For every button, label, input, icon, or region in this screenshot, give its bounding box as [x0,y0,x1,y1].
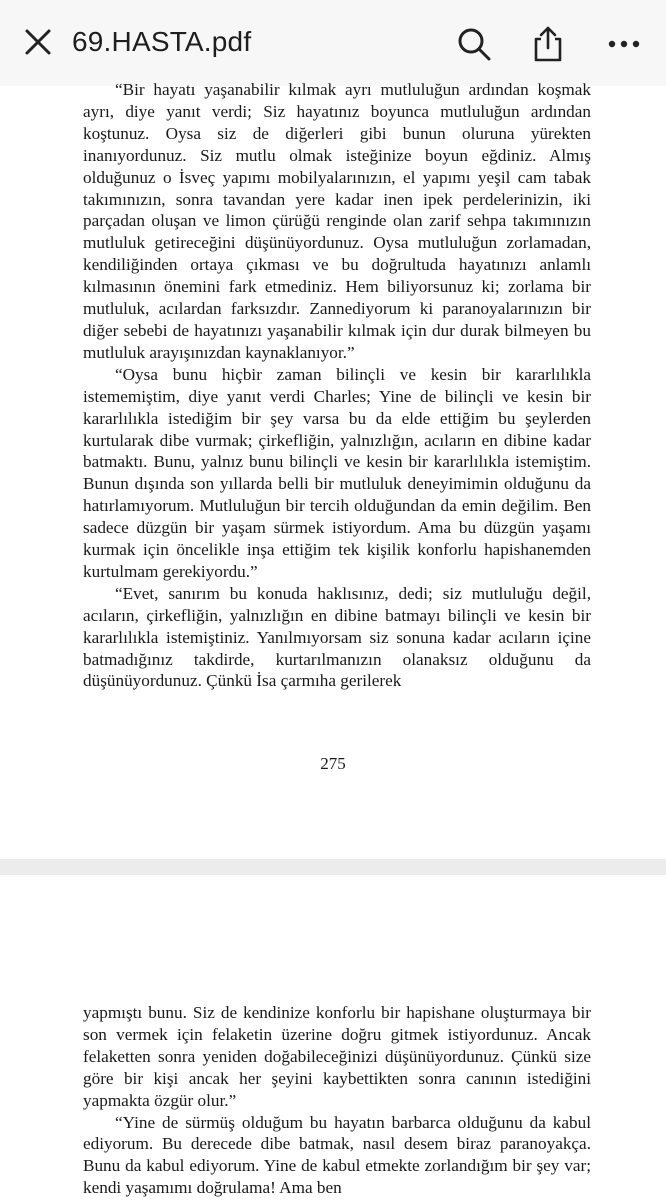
close-icon[interactable] [20,24,56,60]
page-body-text [83,79,591,692]
page-separator [0,859,666,875]
more-icon[interactable] [604,24,644,64]
page-number: 275 [320,754,346,773]
pdf-page-next [0,875,666,1200]
paragraph: “Bir hayatı yaşanabilir kılmak ayrı mutluluğun ardından koşmak ayrı, diye yanıt verdi; Siz hayatınız boyunca mutluluğun ardından koştunuz. Oysa siz de diğerleri gibi bunun oluruna yürekten inanıyordunuz. Siz mutlu olmak isteğinize boyun eğdiniz. Almış olduğunuz o İsveç yapımı mobilyalarınızın, el yapımı yeşil cam tabak takımınızın, sonra tavandan yere kadar inen ipek perdelerinizin, iki parçadan oluşan ve limon çürüğü renginde olan zarif sehpa takımınızın mutluluk getireceğini düşünüyordunuz. Oysa mutluluğun zorlamadan, kendiliğinden ortaya çıkması ve bu doğrultuda hayatınızı anlamlı kılmasının önemini fark etmediniz. Hem biliyorsunuz ki; zorlama bir mutluluk, acılardan farksızdır. Zannediyorum ki paranoyalarınızın bir diğer sebebi de hayatınızı yaşanabilir kılmak için dur durak bilmeyen bu mutluluk arayışınızdan kaynaklanıyor.” [83,80,591,362]
paragraph: “Oysa bunu hiçbir zaman bilinçli ve kesin bir kararlılıkla istememiştim, diye yanıt verdi Charles; Yine de bilinçli ve kesin bir kararlılıkla istediğim bir şey varsa bu da elde ettiğim bu şeylerden kurtularak dibe vurmak; çirkefliğin, yalnızlığın, acıların en dibine kadar batmaktı. Bunu, yalnız bunu bilinçli ve kesin bir kararlılıkla istemiştim. Bunun dışında son yıllarda belli bir mutluluk deneyimimin olduğunu da hatırlamıyorum. Mutluluğun bir tercih olduğundan da emin değilim. Ben sadece düzgün bir yaşam sürmek istiyordum. Ama bu düzgün yaşamı kurmak için öncelikle inşa ettiğim tek kişilik konforlu hapishanemden kurtulmam gerekiyordu.” [83,364,591,581]
paragraph: “Yine de sürmüş olduğum bu hayatın barbarca olduğunu da kabul ediyorum. Bu derecede dibe batmak, nasıl desem biraz paranoyakça. Bunu da kabul ediyorum. Yine de kabul etmekte zorlandığım bir şey var; kendi yaşamımı doğrulama! Ama ben [83,1112,591,1198]
pdf-page-275 [0,80,666,859]
paragraph: “Evet, sanırım bu konuda haklısınız, dedi; siz mutluluğu değil, acıların, çirkefliğin, yalnızlığın en dibine batmayı bilinçli ve kesin bir kararlılıkla istemiştiniz. Yanılmıyorsam siz sonuna kadar acıların içine batmadığınız takdirde, kurtarılmanızın olanaksız olduğunu da düşünüyordunuz. Çünkü İsa çarmıha gerilerek [83,583,591,691]
document-title: 69.HASTA.pdf [72,26,252,57]
paragraph: yapmıştı bunu. Siz de kendinize konforlu bir hapishane oluşturmaya bir son vermek için felaketin üzerine doğru gitmek istiyordunuz. Ancak felaketten sonra yeniden doğabileceğinizi düşünüyordunuz. Çünkü size göre bir kişi ancak her şeyini kaybettikten sonra canının istediğini yapmakta özgür olur.” [83,1003,591,1110]
pdf-viewer-toolbar [0,0,666,86]
page-body-text [83,1002,591,1199]
share-icon[interactable] [528,24,568,64]
search-icon[interactable] [454,24,494,64]
